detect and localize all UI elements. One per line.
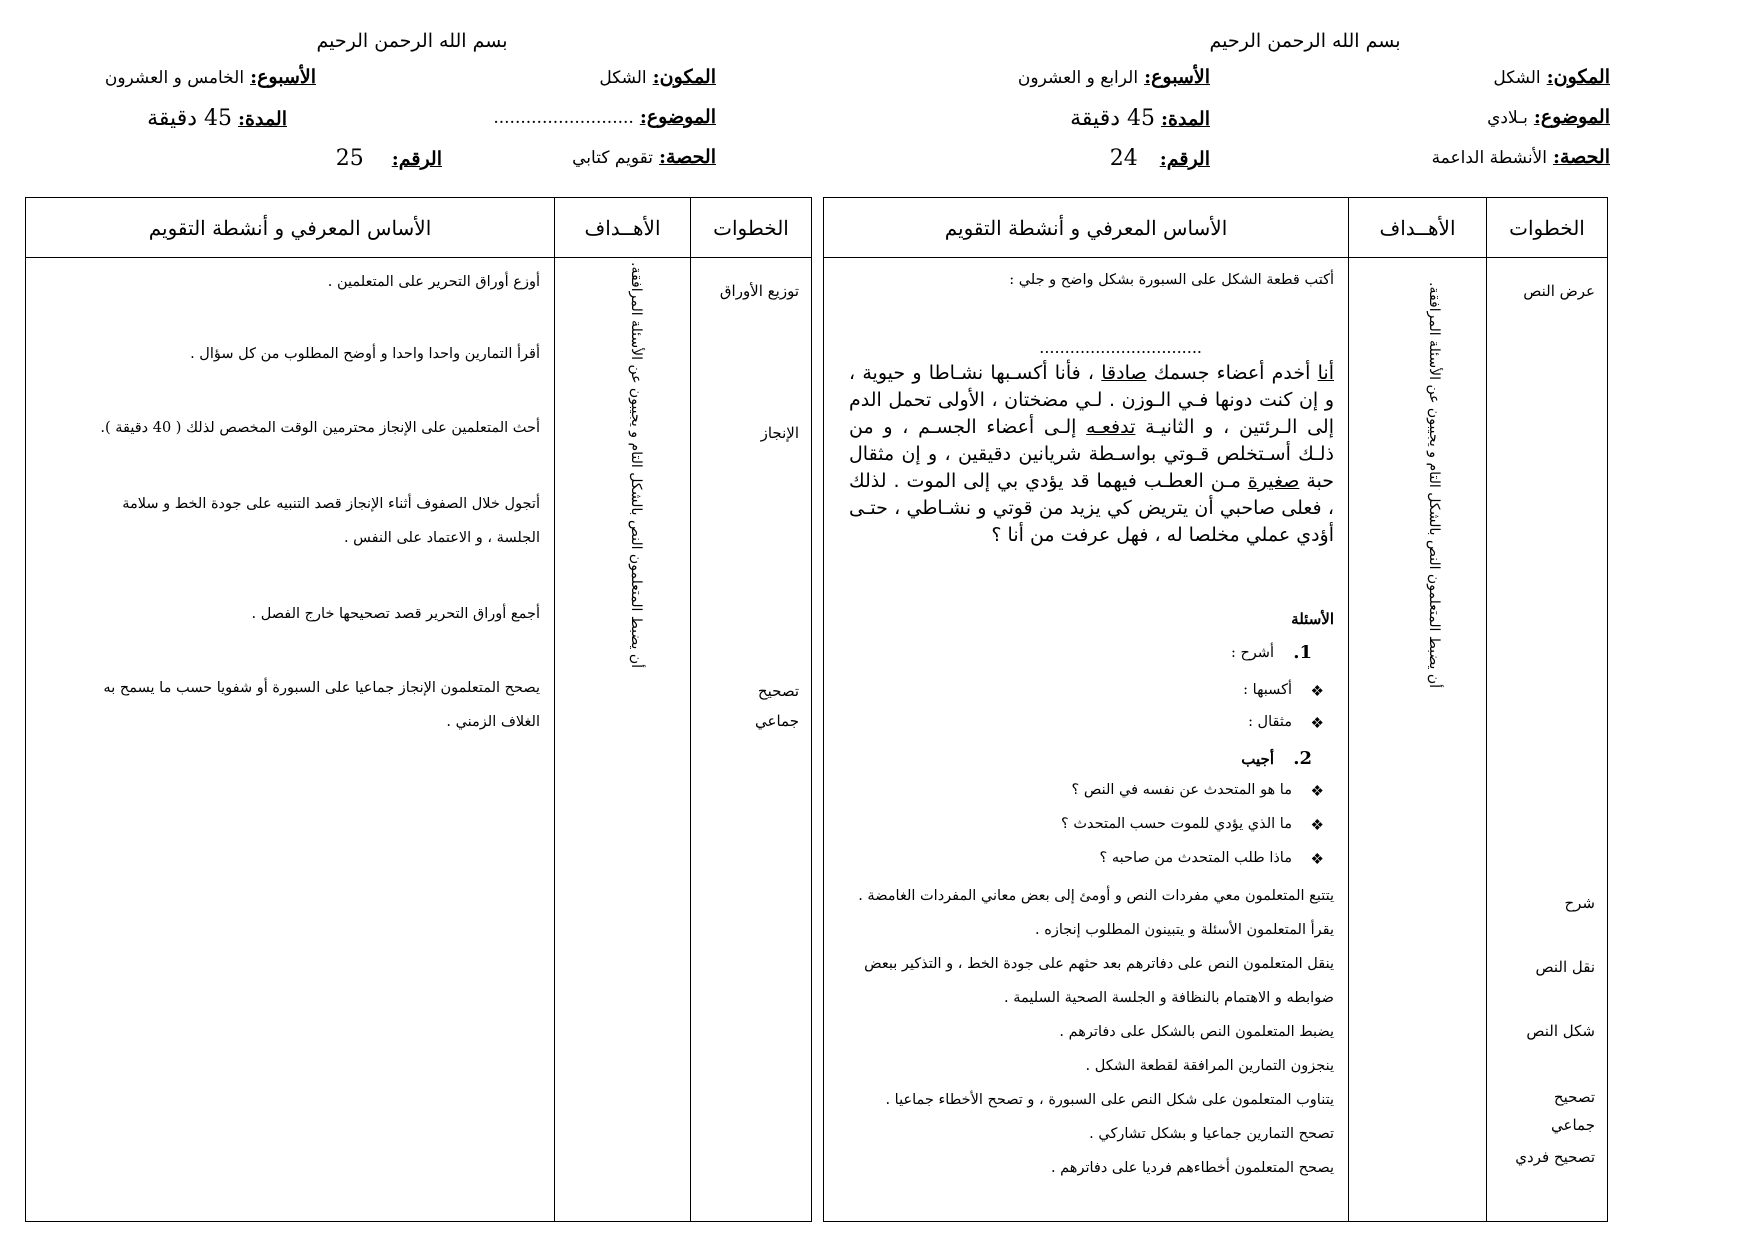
- q1-number: 1.: [1293, 642, 1312, 663]
- col-goals-header: الأهــداف: [555, 198, 691, 258]
- shakl-passage: أنا أخدم أعضاء جسمك صادقا ، فأنا أكسـبها نشـاطا و حيوية ، و إن كنت دونها فـي الـوزن . لـي مضختان ، الأولى تحمل الدم إلى الـرئتين ، و الثانيـة تدفعـه إلـى أعضاء الجسـم ، و من ذلـك أسـتخلص قـوتي بواسـطة شريانين دقيقين ، و إن مثقال حبة صغيرة مـن العطـب فيهما قد يؤدي بي إلى الموت . لذلك ، فعلى صاحبي أن يتريض كي يزيد من قوتي و نشـاطي ، حتـى أؤدي عملي مخلصا له ، فهل عرفت من أنا ؟: [849, 362, 1334, 546]
- bullet-icon: ❖: [1310, 782, 1324, 800]
- col-content-header: الأساس المعرفي و أنشطة التقويم: [26, 198, 555, 258]
- activity-line: أقرأ التمارين واحدا واحدا و أوضح المطلوب من كل سؤال .: [190, 346, 540, 362]
- bullet-icon: ❖: [1310, 850, 1324, 868]
- steps-cell: [1487, 258, 1608, 1222]
- q1-item: مثقال :: [1248, 714, 1292, 730]
- q1-label: أشرح :: [1230, 645, 1274, 661]
- activity-line: يصحح المتعلمون الإنجاز جماعيا على السبورة أو شفويا حسب ما يسمح به: [103, 680, 540, 696]
- lesson-table: [25, 197, 812, 1222]
- bismillah: بسم الله الرحمن الرحيم: [316, 30, 508, 52]
- activity-line: تصحح التمارين جماعيا و بشكل تشاركي .: [1089, 1126, 1334, 1142]
- activity-line: أحث المتعلمين على الإنجاز محترمين الوقت المخصص لذلك ( 40 دقيقة ).: [100, 420, 540, 436]
- duration-field: المدة:45 دقيقة: [1070, 106, 1210, 131]
- q2-label: أجيب: [1241, 750, 1274, 768]
- step-item: شرح: [1564, 894, 1595, 912]
- activity-line: الغلاف الزمني .: [446, 714, 540, 730]
- questions-title: الأسئلة: [1291, 610, 1334, 628]
- step-item: شكل النص: [1526, 1022, 1595, 1040]
- step-item: جماعي: [1551, 1116, 1595, 1134]
- session-field: الحصة:تقويم كتابي: [572, 146, 716, 168]
- session-field: الحصة:الأنشطة الداعمة: [1431, 146, 1610, 168]
- step-item: تصحيح فردي: [1515, 1148, 1595, 1166]
- col-goals-header: الأهــداف: [1349, 198, 1487, 258]
- week-field: الأسبوع:الرابع و العشرون: [1017, 66, 1210, 88]
- duration-field: المدة:45 دقيقة: [147, 106, 287, 131]
- activity-line: الجلسة ، و الاعتماد على النفس .: [343, 530, 540, 546]
- activity-line: أجمع أوراق التحرير قصد تصحيحها خارج الفصل .: [251, 606, 540, 622]
- step-item: عرض النص: [1523, 282, 1595, 300]
- bismillah: بسم الله الرحمن الرحيم: [1209, 30, 1401, 52]
- col-content-header: الأساس المعرفي و أنشطة التقويم: [824, 198, 1349, 258]
- steps-cell: [691, 258, 812, 1222]
- bullet-icon: ❖: [1310, 714, 1324, 732]
- activity-line: أوزع أوراق التحرير على المتعلمين .: [327, 274, 540, 290]
- activity-line: يتناوب المتعلمون على شكل النص على السبورة ، و تصحح الأخطاء جماعيا .: [885, 1092, 1334, 1108]
- goals-cell: [1349, 258, 1487, 1222]
- component-field: المكون:الشكل: [1493, 66, 1610, 88]
- number-field: الرقم:25: [335, 146, 442, 171]
- lesson-table: [823, 197, 1608, 1222]
- component-field: المكون:الشكل: [599, 66, 716, 88]
- activity-line: يتتبع المتعلمون معي مفردات النص و أومئ إلى بعض معاني المفردات الغامضة .: [858, 888, 1334, 904]
- col-steps-header: الخطوات: [1487, 198, 1608, 258]
- q2-number: 2.: [1293, 748, 1312, 769]
- activity-line: يقرأ المتعلمون الأسئلة و يتبينون المطلوب إنجازه .: [1035, 922, 1334, 938]
- q2-item: ما هو المتحدث عن نفسه في النص ؟: [1071, 782, 1292, 798]
- step-item: نقل النص: [1535, 958, 1595, 976]
- content-cell: [824, 258, 1349, 1222]
- q2-item: ما الذي يؤدي للموت حسب المتحدث ؟: [1061, 816, 1292, 832]
- col-steps-header: الخطوات: [691, 198, 812, 258]
- activity-line: ينقل المتعلمون النص على دفاترهم بعد حثهم على جودة الخط ، و التذكير ببعض: [864, 956, 1334, 972]
- step-item: الإنجاز: [760, 424, 799, 442]
- goals-cell: [555, 258, 691, 1222]
- intro-line: أكتب قطعة الشكل على السبورة بشكل واضح و جلي :: [1009, 272, 1334, 288]
- step-item: تصحيح: [757, 682, 799, 700]
- activity-line: أتجول خلال الصفوف أثناء الإنجاز قصد التنبيه على جودة الخط و سلامة: [122, 496, 540, 512]
- goal-text: أن يضبط المتعلمون النص بالشكل التام و يجيبون عن الأسئلة المرافقة.: [628, 261, 644, 668]
- step-item: جماعي: [755, 712, 799, 730]
- activity-line: يضبط المتعلمون النص بالشكل على دفاترهم .: [1059, 1024, 1334, 1040]
- topic-field: الموضوع:بـلادي: [1487, 106, 1610, 128]
- activity-line: يصحح المتعلمون أخطاءهم فرديا على دفاترهم .: [1050, 1160, 1334, 1176]
- topic-field: الموضوع:..........................: [493, 106, 716, 128]
- step-item: تصحيح: [1553, 1088, 1595, 1106]
- bullet-icon: ❖: [1310, 816, 1324, 834]
- activity-line: ضوابطه و الاهتمام بالنظافة و الجلسة الصحية السليمة .: [1004, 990, 1334, 1006]
- activity-line: ينجزون التمارين المرافقة لقطعة الشكل .: [1085, 1058, 1334, 1074]
- dots-line: ................................: [1039, 338, 1202, 357]
- q2-item: ماذا طلب المتحدث من صاحبه ؟: [1099, 850, 1292, 866]
- goal-text: أن يضبط المتعلمون النص بالشكل التام و يجيبون عن الأسئلة المرافقة.: [1426, 281, 1442, 688]
- lesson-sheet-25: [12, 0, 812, 1240]
- week-field: الأسبوع:الخامس و العشرون: [104, 66, 316, 88]
- step-item: توزيع الأوراق: [719, 282, 799, 300]
- q1-item: أكسبها :: [1243, 682, 1292, 698]
- bullet-icon: ❖: [1310, 682, 1324, 700]
- content-cell: [26, 258, 555, 1222]
- number-field: الرقم:24: [1109, 146, 1210, 171]
- lesson-sheet-24: [849, 0, 1710, 1240]
